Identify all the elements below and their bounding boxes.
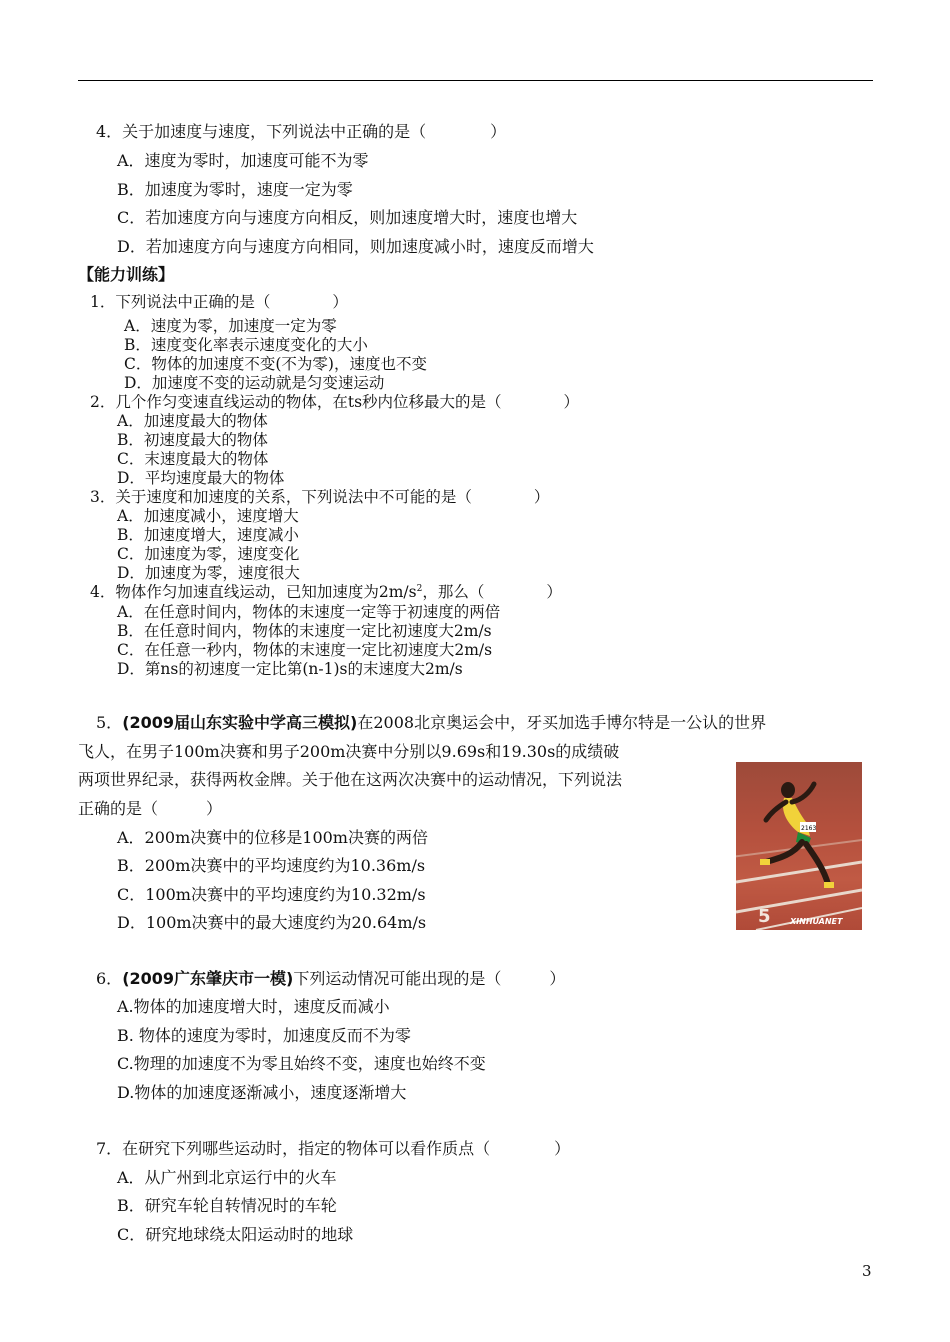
q5-first-line [96, 713, 766, 733]
training-q4-option-a: A．在任意时间内，物体的末速度一定等于初速度的两倍 [117, 603, 501, 621]
q5-text-line-2: 飞人，在男子100m决赛和男子200m决赛中分别以9.69s和19.30s的成绩破 [78, 742, 620, 761]
training-q4-stem-tail: ，那么（ ） [422, 583, 562, 601]
training-q4-stem [90, 583, 562, 602]
training-q1-option-b: B．速度变化率表示速度变化的大小 [124, 336, 368, 354]
q6-number: 6． [96, 969, 123, 988]
training-q3-option-c: C．加速度为零，速度变化 [117, 545, 300, 563]
q6-stem-text: 下列运动情况可能出现的是（ ） [293, 969, 566, 988]
training-q2-option-b: B．初速度最大的物体 [117, 431, 268, 449]
q7-option-b: B．研究车轮自转情况时的车轮 [117, 1196, 337, 1215]
q5-number: 5． [96, 713, 123, 732]
q6-option-a: A.物体的加速度增大时，速度反而减小 [117, 997, 390, 1016]
q4-intro-option-d: D．若加速度方向与速度方向相同，则加速度减小时，速度反而增大 [117, 237, 594, 256]
training-q1-stem: 1．下列说法中正确的是（ ） [90, 293, 348, 311]
training-q1-option-c: C．物体的加速度不变(不为零)，速度也不变 [124, 355, 427, 373]
q4-intro-stem: 4．关于加速度与速度，下列说法中正确的是（ ） [96, 122, 507, 141]
training-q2-option-d: D．平均速度最大的物体 [117, 469, 285, 487]
section-heading: 【能力训练】 [78, 265, 175, 284]
training-q2-stem: 2．几个作匀变速直线运动的物体，在ts秒内位移最大的是（ ） [90, 393, 580, 411]
q4-intro-option-a: A．速度为零时，加速度可能不为零 [117, 151, 369, 170]
svg-text:5: 5 [758, 906, 771, 927]
training-q4-stem-main: 4．物体作匀加速直线运动，已知加速度为2m/s [90, 583, 417, 601]
training-q4-option-b: B．在任意时间内，物体的末速度一定比初速度大2m/s [117, 622, 492, 640]
photo-watermark: XINHUANET [790, 917, 843, 926]
sprinter-photo-art [736, 762, 862, 930]
q6-option-b: B. 物体的速度为零时，加速度反而不为零 [117, 1026, 411, 1045]
q5-option-d: D．100m决赛中的最大速度约为20.64m/s [117, 913, 427, 932]
q6-option-d: D.物体的加速度逐渐减小，速度逐渐增大 [117, 1083, 407, 1102]
training-q4-option-d: D．第ns的初速度一定比第(n-1)s的末速度大2m/s [117, 660, 463, 678]
q5-option-c: C．100m决赛中的平均速度约为10.32m/s [117, 885, 426, 904]
training-q2-option-c: C．末速度最大的物体 [117, 450, 269, 468]
q5-option-b: B．200m决赛中的平均速度约为10.36m/s [117, 856, 426, 875]
q5-option-a: A．200m决赛中的位移是100m决赛的两倍 [117, 828, 428, 847]
q6-source: (2009广东肇庆市一模) [122, 969, 294, 988]
training-q2-option-a: A．加速度最大的物体 [117, 412, 268, 430]
q4-intro-option-c: C．若加速度方向与速度方向相反，则加速度增大时，速度也增大 [117, 208, 578, 227]
q7-option-a: A．从广州到北京运行中的火车 [117, 1168, 337, 1187]
q5-source: (2009届山东实验中学高三模拟) [122, 713, 358, 732]
training-q3-stem: 3．关于速度和加速度的关系，下列说法中不可能的是（ ） [90, 488, 550, 506]
training-q3-option-b: B．加速度增大，速度减小 [117, 526, 299, 544]
q5-text-line-3: 两项世界纪录，获得两枚金牌。关于他在这两次决赛中的运动情况，下列说法 [78, 770, 623, 789]
q6-stem [96, 969, 565, 989]
training-q1-option-a: A．速度为零，加速度一定为零 [124, 317, 337, 335]
q5-text-line-4: 正确的是（ ） [78, 799, 223, 818]
q7-option-c: C．研究地球绕太阳运动时的地球 [117, 1225, 354, 1244]
sprinter-photo [736, 762, 862, 930]
q6-option-c: C.物理的加速度不为零且始终不变，速度也始终不变 [117, 1054, 486, 1073]
training-q3-option-d: D．加速度为零，速度很大 [117, 564, 300, 582]
training-q4-stem-superscript: 2 [416, 583, 423, 594]
q4-intro-option-b: B．加速度为零时，速度一定为零 [117, 180, 353, 199]
training-q1-option-d: D．加速度不变的运动就是匀变速运动 [124, 374, 385, 392]
q7-stem: 7．在研究下列哪些运动时，指定的物体可以看作质点（ ） [96, 1139, 571, 1158]
header-rule [78, 80, 873, 81]
page-number: 3 [862, 1262, 872, 1280]
training-q4-option-c: C．在任意一秒内，物体的末速度一定比初速度大2m/s [117, 641, 493, 659]
training-q3-option-a: A．加速度减小，速度增大 [117, 507, 299, 525]
q5-text-line-1: 在2008北京奥运会中，牙买加选手博尔特是一公认的世界 [357, 713, 767, 732]
photo-bib-number: 2163 [801, 825, 817, 832]
